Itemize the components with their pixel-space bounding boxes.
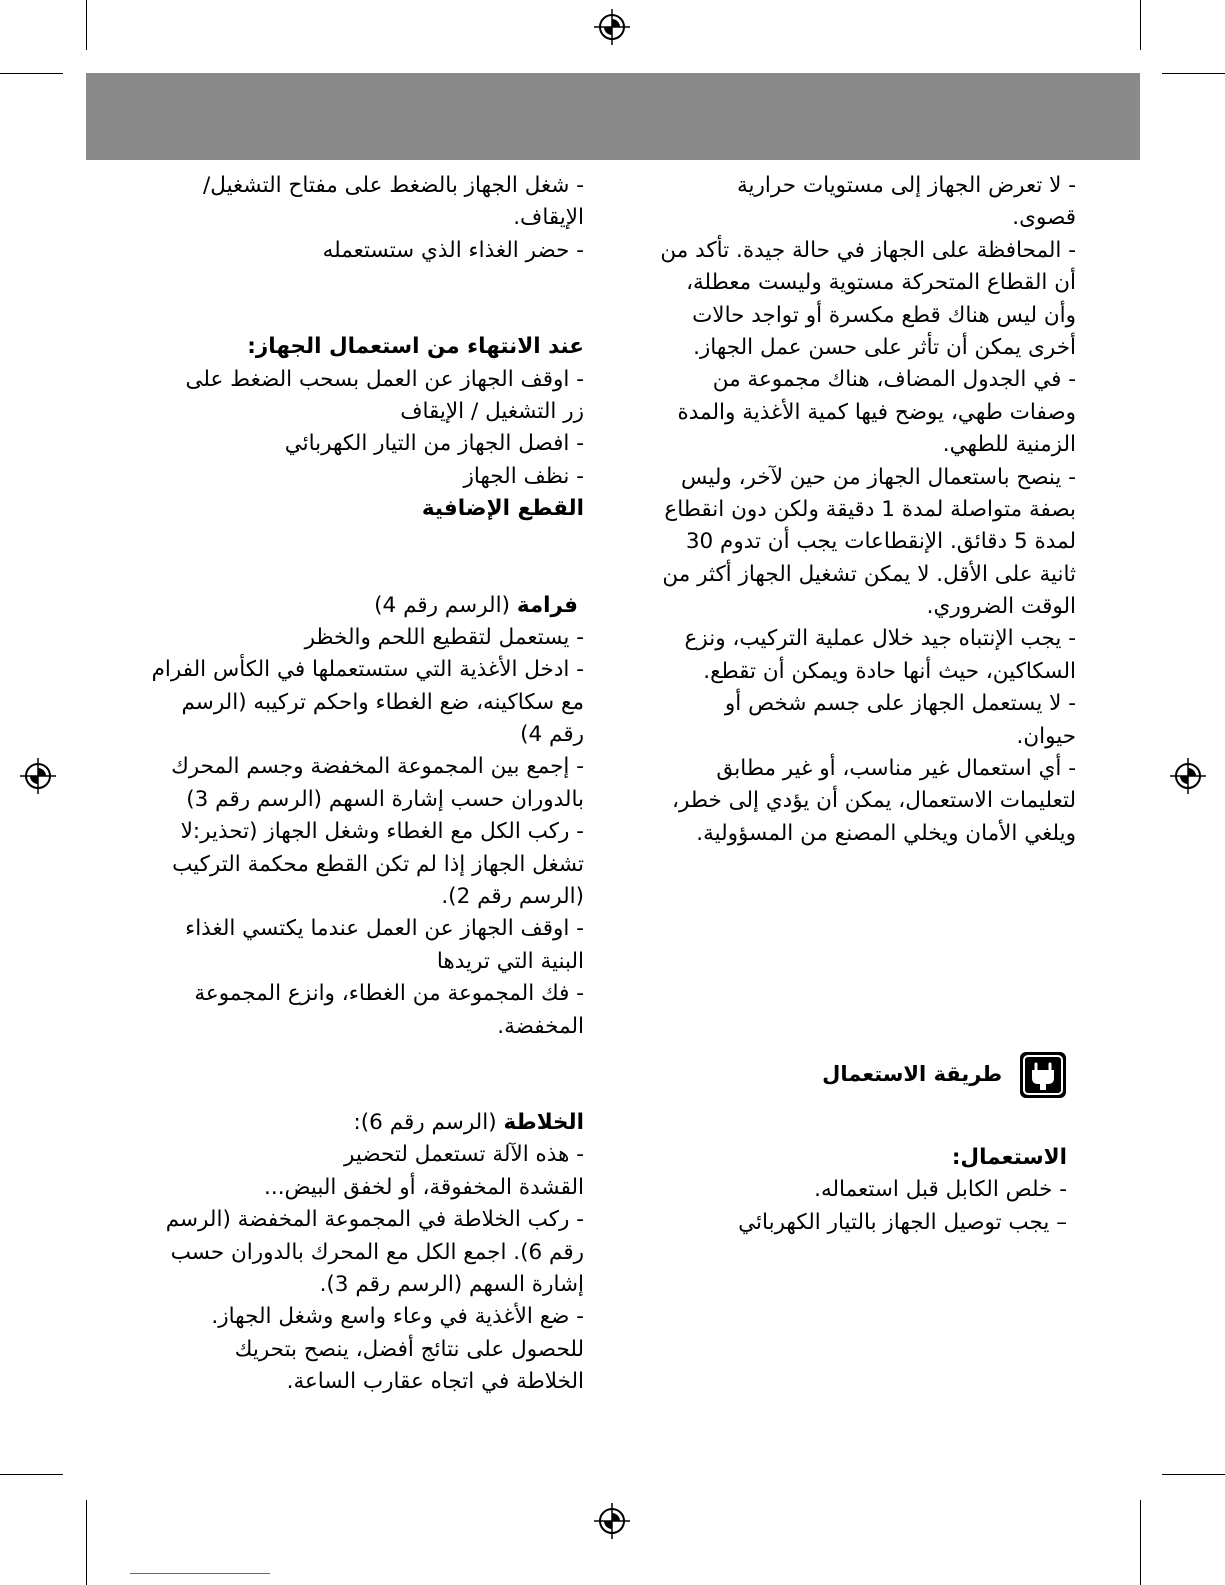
registration-mark-icon bbox=[594, 1503, 630, 1539]
left-column bbox=[151, 170, 584, 1399]
text-line: ويلغي الأمان ويخلي المصنع من المسؤولية. bbox=[696, 820, 1076, 846]
end-heading: عند الانتهاء من استعمال الجهاز: bbox=[247, 334, 584, 360]
text-line: - اوقف الجهاز عن العمل عندما يكتسي الغذاء bbox=[185, 916, 584, 942]
registration-mark-icon bbox=[594, 9, 630, 45]
usage-heading: الاستعمال: bbox=[951, 1145, 1067, 1170]
accessories-heading: القطع الإضافية bbox=[421, 496, 584, 522]
text-line: - ينصح باستعمال الجهاز من حين لآخر، وليس bbox=[680, 464, 1076, 490]
text-line: - المحافظة على الجهاز في حالة جيدة. تأكد من bbox=[660, 237, 1076, 263]
chopper-title: فرامة bbox=[516, 592, 578, 618]
crop-mark bbox=[1140, 1500, 1141, 1585]
text-line: - افصل الجهاز من التيار الكهربائي bbox=[284, 431, 584, 457]
chopper-title-line bbox=[154, 590, 584, 622]
text-line: الإيقاف. bbox=[513, 205, 584, 231]
crop-mark bbox=[86, 1500, 87, 1585]
text-line: الزمنية للطهي. bbox=[942, 432, 1076, 458]
text-line: وصفات طهي، يوضح فيها كمية الأغذية والمدة bbox=[677, 399, 1076, 425]
text-line: مع سكاكينه، ضع الغطاء واحكم تركيبه (الرسم bbox=[181, 689, 584, 715]
plug-icon bbox=[1019, 1043, 1067, 1107]
text-line: البنية التي تريدها bbox=[436, 948, 584, 974]
text-line: زر التشغيل / الإيقاف bbox=[400, 398, 584, 424]
text-line: - نظف الجهاز bbox=[463, 463, 584, 489]
text-line: - يستعمل لتقطيع اللحم والخظر bbox=[304, 624, 584, 650]
chopper-ref: (الرسم رقم 4) bbox=[374, 592, 517, 618]
text-line: أخرى يمكن أن تأثر على حسن عمل الجهاز. bbox=[693, 334, 1076, 360]
usage-method-title: طريقة الاستعمال bbox=[822, 1062, 1003, 1086]
text-line: - ادخل الأغذية التي ستستعملها في الكأس الفرام bbox=[151, 657, 584, 683]
text-line: الوقت الضروري. bbox=[926, 594, 1076, 620]
text-line: حيوان. bbox=[1016, 723, 1076, 749]
right-column bbox=[656, 170, 1076, 850]
text-line: قصوى. bbox=[1012, 205, 1076, 231]
text-line: - ركب الكل مع الغطاء وشغل الجهاز (تحذير:لا bbox=[180, 819, 584, 845]
text-line: لتعليمات الاستعمال، يمكن أن يؤدي إلى خطر، bbox=[672, 788, 1076, 814]
text-line: رقم 6). اجمع الكل مع المحرك بالدوران حسب bbox=[170, 1239, 584, 1265]
text-line: - يجب الإنتباه جيد خلال عملية التركيب، ونزع bbox=[684, 626, 1076, 652]
text-line: - اوقف الجهاز عن العمل بسحب الضغط على bbox=[185, 366, 584, 392]
footer-rule bbox=[130, 1573, 270, 1574]
crop-mark bbox=[1162, 73, 1225, 74]
text-line: وأن ليس هناك قطع مكسرة أو تواجد حالات bbox=[692, 302, 1076, 328]
text-line: - خلص الكابل قبل استعماله. bbox=[814, 1177, 1067, 1203]
text-line: للحصول على نتائج أفضل، ينصح بتحريك bbox=[234, 1336, 584, 1362]
text-line: السكاكين، حيث أنها حادة ويمكن أن تقطع. bbox=[703, 658, 1076, 684]
text-line: - ضع الأغذية في وعاء واسع وشغل الجهاز. bbox=[211, 1304, 584, 1330]
crop-mark bbox=[0, 73, 63, 74]
text-line: - فك المجموعة من الغطاء، وانزع المجموعة bbox=[194, 981, 584, 1007]
registration-mark-icon bbox=[1170, 758, 1206, 794]
crop-mark bbox=[86, 0, 87, 50]
header-band bbox=[86, 73, 1140, 160]
crop-mark bbox=[1162, 1474, 1225, 1475]
text-line: - إجمع بين المجموعة المخفضة وجسم المحرك bbox=[171, 754, 584, 780]
text-line: تشغل الجهاز إذا لم تكن القطع محكمة التركيب bbox=[172, 851, 584, 877]
text-line: بصفة متواصلة لمدة 1 دقيقة ولكن دون انقطاع bbox=[664, 496, 1076, 522]
blender-ref: (الرسم رقم 6): bbox=[353, 1109, 504, 1135]
text-line: القشدة المخفوقة، أو لخفق البيض... bbox=[264, 1174, 584, 1200]
text-line: – يجب توصيل الجهاز بالتيار الكهربائي bbox=[738, 1209, 1067, 1235]
text-line: إشارة السهم (الرسم رقم 3). bbox=[319, 1271, 584, 1297]
usage-method-section bbox=[647, 1042, 1067, 1239]
text-line: - حضر الغذاء الذي ستستعمله bbox=[322, 237, 584, 263]
text-line: - لا يستعمل الجهاز على جسم شخص أو bbox=[724, 691, 1076, 717]
text-line: المخفضة. bbox=[497, 1013, 584, 1039]
text-line: - شغل الجهاز بالضغط على مفتاح التشغيل/ bbox=[203, 173, 584, 198]
text-line: بالدوران حسب إشارة السهم (الرسم رقم 3) bbox=[186, 786, 584, 812]
crop-mark bbox=[0, 1474, 63, 1475]
text-line: أن القطاع المتحركة مستوية وليست معطلة، bbox=[686, 270, 1076, 296]
text-line: - أي استعمال غير مناسب، أو غير مطابق bbox=[716, 756, 1076, 782]
text-line: - ركب الخلاطة في المجموعة المخفضة (الرسم bbox=[165, 1207, 584, 1233]
text-line: لمدة 5 دقائق. الإنقطاعات يجب أن تدوم 30 bbox=[685, 529, 1076, 555]
text-line: الخلاطة في اتجاه عقارب الساعة. bbox=[286, 1369, 584, 1395]
text-line: - لا تعرض الجهاز إلى مستويات حرارية bbox=[736, 173, 1076, 198]
text-line: (الرسم رقم 2). bbox=[441, 884, 584, 910]
blender-title-line bbox=[154, 1107, 584, 1139]
text-line: ثانية على الأقل. لا يمكن تشغيل الجهاز أكثر من bbox=[662, 561, 1076, 587]
text-line: - في الجدول المضاف، هناك مجموعة من bbox=[712, 367, 1076, 393]
crop-mark bbox=[1140, 0, 1141, 50]
text-line: - هذه الآلة تستعمل لتحضير bbox=[344, 1142, 584, 1168]
registration-mark-icon bbox=[20, 758, 56, 794]
text-line: رقم 4) bbox=[520, 722, 584, 748]
usage-method-title-row bbox=[647, 1042, 1067, 1106]
blender-title: الخلاطة bbox=[503, 1109, 584, 1135]
